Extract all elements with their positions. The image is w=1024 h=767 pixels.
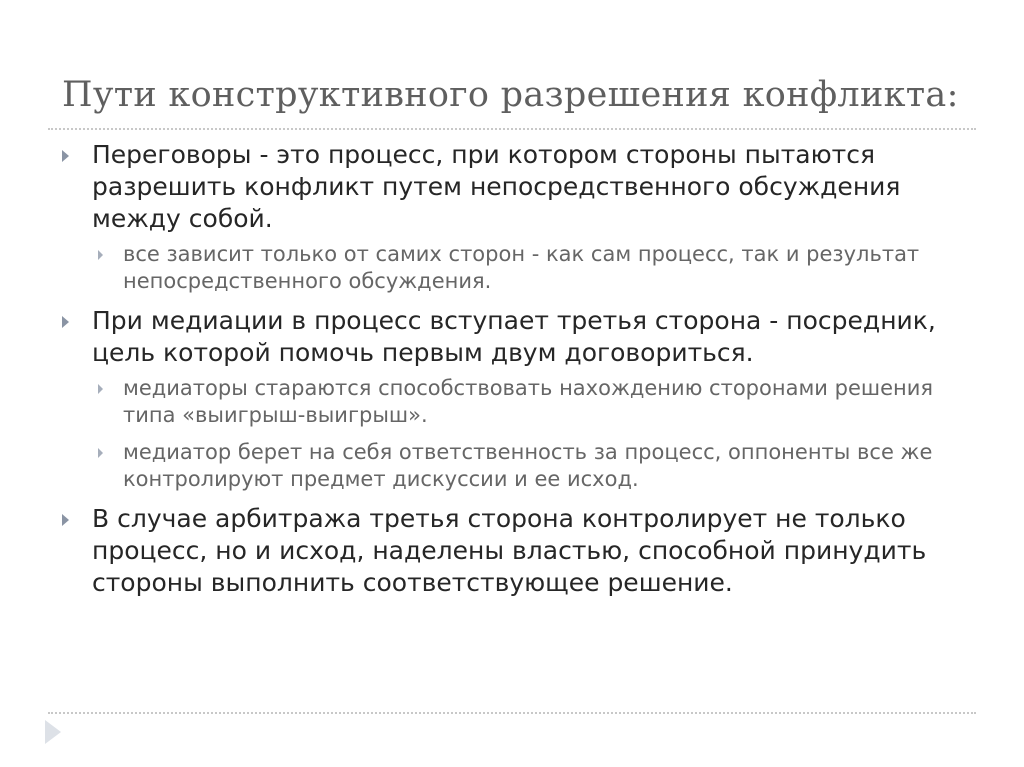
bullet-text: Переговоры - это процесс, при котором стороны пытаются разрешить конфликт путем непосредственного обсуждения между собой. xyxy=(92,140,901,233)
sub-bullet-item xyxy=(92,439,991,493)
title-divider xyxy=(48,128,976,130)
sub-bullet-item xyxy=(92,375,991,429)
bullet-text: В случае арбитража третья сторона контролирует не только процесс, но и исход, наделены властью, способной принудить стороны выполнить соответствующее решение. xyxy=(92,504,927,597)
bullet-item xyxy=(56,503,991,599)
sub-bullet-item xyxy=(92,241,991,295)
sub-bullet-text: медиаторы стараются способствовать нахождению сторонами решения типа «выигрыш-выигрыш». xyxy=(123,376,934,427)
small-triangle-bullet-icon xyxy=(98,250,103,260)
small-triangle-bullet-icon xyxy=(98,384,103,394)
sub-bullet-text: медиатор берет на себя ответственность за процесс, оппоненты все же контролируют предмет дискуссии и ее исход. xyxy=(123,440,933,491)
slide-title: Пути конструктивного разрешения конфликта: xyxy=(62,75,959,115)
sub-bullet-text: все зависит только от самих сторон - как сам процесс, так и результат непосредственного обсуждения. xyxy=(123,242,920,293)
small-triangle-bullet-icon xyxy=(98,448,103,458)
sub-bullet-list xyxy=(92,241,991,295)
bullet-text: При медиации в процесс вступает третья сторона - посредник, цель которой помочь первым двум договориться. xyxy=(92,306,936,367)
bullet-item xyxy=(56,305,991,493)
footer-divider xyxy=(48,712,976,714)
triangle-arrow-icon xyxy=(45,720,61,744)
triangle-bullet-icon xyxy=(62,514,69,526)
triangle-bullet-icon xyxy=(62,150,69,162)
sub-bullet-list xyxy=(92,375,991,493)
bullet-item xyxy=(56,139,991,295)
triangle-bullet-icon xyxy=(62,316,69,328)
bullet-list xyxy=(56,139,991,603)
